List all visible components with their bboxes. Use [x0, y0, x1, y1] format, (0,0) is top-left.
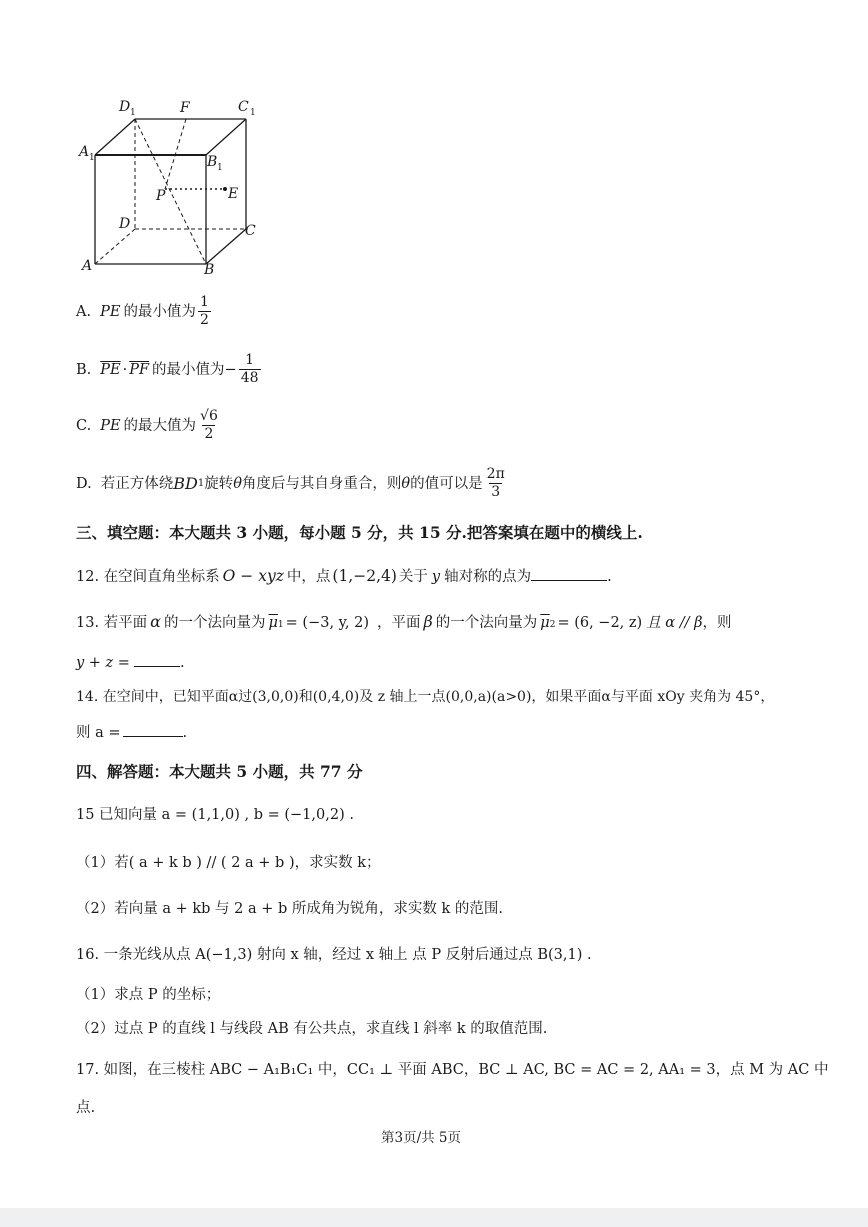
- q12-post: 轴对称的点为: [444, 569, 532, 585]
- question-17-line1: 17. 如图，在三棱柱 ABC − A₁B₁C₁ 中，CC₁ ⊥ 平面 ABC，BC ⊥ AC, BC = AC = 2, AA₁ = 3，点 M 为 AC 中: [76, 1062, 829, 1078]
- label-f: F: [180, 100, 190, 116]
- option-a-letter: A.: [76, 303, 92, 320]
- q14-answer-blank: [123, 722, 183, 737]
- q13-mu2: $\overline{\mu}$: [540, 615, 550, 631]
- label-b1: B: [207, 154, 218, 170]
- q14-prefix: 则 a =: [76, 725, 121, 741]
- option-d-post: 的值可以是: [410, 475, 483, 492]
- option-d-fraction: $\frac{2\pi}{3}$: [486, 466, 505, 500]
- q13-mu1-sub: 1: [277, 620, 284, 630]
- label-d1: D: [119, 99, 131, 115]
- q12-end: .: [607, 569, 612, 585]
- option-b-vector-pf: $\overline{PF}$: [129, 361, 150, 378]
- q13-mu2-value: = (6, −2, z): [557, 615, 643, 631]
- label-c1-sub: 1: [250, 108, 256, 118]
- question-13: [76, 612, 731, 635]
- question-16-part1: （1）求点 P 的坐标；: [76, 987, 221, 1003]
- option-d-mid: 旋转: [204, 475, 234, 492]
- q12-pre: 12. 在空间直角坐标系: [76, 569, 220, 585]
- label-b: B: [204, 262, 215, 278]
- q13-alpha: α: [150, 612, 161, 631]
- question-12: [76, 566, 612, 587]
- option-a-expr: PE: [100, 303, 121, 320]
- option-d-theta: θ: [233, 475, 242, 492]
- option-c-fraction: $\frac{√6}{2}$: [200, 408, 218, 442]
- option-b-fraction: $\frac{1}{48}$: [240, 352, 259, 386]
- label-d1-sub: 1: [130, 108, 136, 118]
- question-15-stem: 15 已知向量 a = (1,1,0) , b = (−1,0,2) .: [76, 807, 354, 823]
- question-16-stem: 16. 一条光线从点 A(−1,3) 射向 x 轴，经过 x 轴上 点 P 反射后通过点 B(3,1) .: [76, 947, 592, 963]
- option-b-vector-pe: $\overline{PE}$: [100, 361, 121, 378]
- label-c1: C: [238, 99, 249, 115]
- q12-system: O − xyz: [222, 567, 284, 585]
- option-d-mid2: 角度后与其自身重合，则: [241, 475, 402, 492]
- q14-end: .: [182, 725, 188, 741]
- q13-mid: 的一个法向量为: [163, 615, 266, 631]
- q13-expression: y + z =: [76, 655, 130, 671]
- section-3-title: 三、填空题：本大题共 3 小题，每小题 5 分，共 15 分.把答案填在题中的横线上.: [76, 523, 643, 542]
- label-c: C: [245, 223, 256, 239]
- label-e: E: [228, 186, 239, 202]
- q12-mid: 中，点: [286, 569, 331, 585]
- option-a: [76, 294, 213, 329]
- bottom-strip: [0, 1208, 868, 1227]
- option-b: [76, 352, 263, 387]
- q13-answer-blank: [134, 652, 180, 667]
- q12-answer-blank: [531, 566, 607, 581]
- label-b1-sub: 1: [217, 163, 223, 173]
- question-17-line2: 点.: [76, 1100, 96, 1116]
- option-d-theta2: θ: [401, 475, 411, 492]
- q13-then: ，则: [702, 615, 732, 631]
- option-b-text: 的最小值为−: [152, 361, 237, 378]
- q13-mu2-sub: 2: [549, 620, 556, 630]
- cube-figure: [70, 92, 270, 282]
- option-d-pre: 若正方体绕: [100, 475, 174, 492]
- label-a: A: [82, 258, 93, 274]
- q13-mu1-value: = (−3, y, 2): [285, 615, 370, 631]
- question-16-part2: （2）过点 P 的直线 l 与线段 AB 有公共点，求直线 l 斜率 k 的取值范围.: [76, 1021, 548, 1037]
- q13-mid2: ，平面: [377, 615, 421, 631]
- option-a-fraction: $\frac{1}{2}$: [199, 294, 209, 328]
- option-d-letter: D.: [76, 475, 92, 492]
- q12-axis: y: [431, 569, 441, 585]
- q12-mid2: 关于: [398, 569, 428, 585]
- q13-mid3: 的一个法向量为: [435, 615, 538, 631]
- option-c-letter: C.: [76, 417, 92, 434]
- section-4-title: 四、解答题：本大题共 5 小题，共 77 分: [76, 762, 363, 781]
- option-c-text: 的最大值为: [123, 417, 197, 434]
- q13-beta: β: [423, 612, 433, 631]
- option-a-text: 的最小值为: [123, 303, 196, 320]
- option-b-dot: ·: [122, 361, 128, 378]
- label-p: P: [156, 188, 166, 204]
- q13-mu1: $\overline{\mu}$: [268, 615, 278, 631]
- label-a1: A: [79, 144, 90, 160]
- question-13-line2: [76, 652, 185, 673]
- page-number: 第3页/共 5页: [381, 1130, 462, 1146]
- option-c-expr: PE: [100, 417, 121, 434]
- q13-pre: 13. 若平面: [76, 615, 148, 631]
- question-15-part1: （1）若( a + k b ) // ( 2 a + b )，求实数 k；: [76, 855, 381, 871]
- option-b-letter: B.: [76, 361, 92, 378]
- question-14-line2: [76, 722, 187, 743]
- q13-condition: 且 α // β: [646, 615, 703, 631]
- question-15-part2: （2）若向量 a + kb 与 2 a + b 所成角为锐角，求实数 k 的范围.: [76, 901, 503, 917]
- option-d: [76, 466, 509, 501]
- q13-end: .: [179, 655, 185, 671]
- label-a1-sub: 1: [89, 153, 95, 163]
- q12-point: (1,−2,4): [332, 567, 397, 585]
- label-d: D: [119, 216, 131, 232]
- option-c: [76, 408, 222, 443]
- option-d-axis: BD: [173, 473, 198, 493]
- option-d-axis-sub: 1: [197, 477, 205, 489]
- question-14-line1: 14. 在空间中，已知平面α过(3,0,0)和(0,4,0)及 z 轴上一点(0,0,a)(a>0)，如果平面α与平面 xOy 夹角为 45°，: [76, 689, 775, 705]
